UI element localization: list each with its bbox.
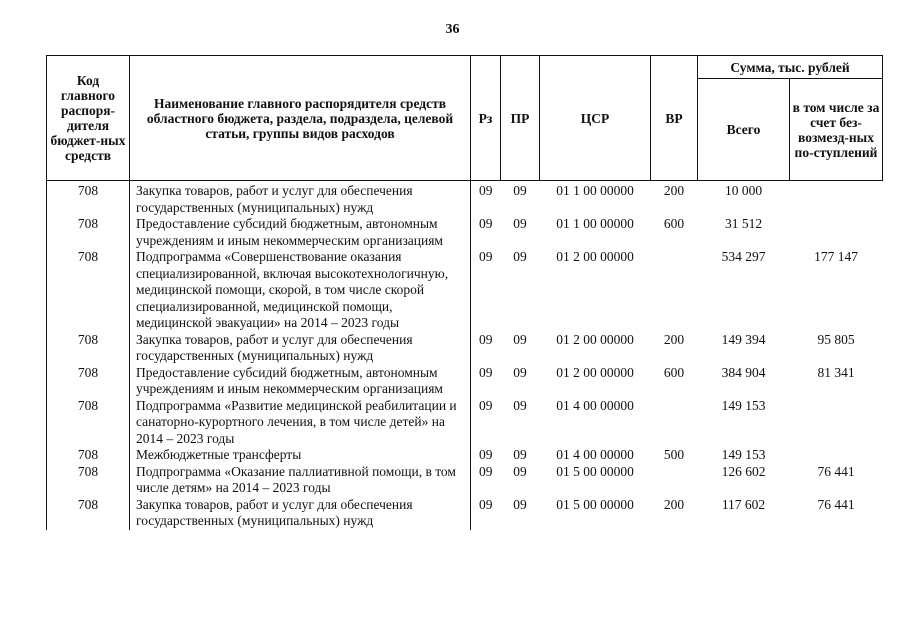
- table-row: [47, 447, 883, 464]
- cell-total: 384 904: [721, 364, 766, 380]
- table-row: [47, 332, 883, 365]
- cell-rz: 09: [479, 331, 493, 347]
- cell-csr: 01 4 00 00000: [556, 447, 634, 462]
- cell-pr: 09: [513, 331, 527, 347]
- cell-csr: 01 1 00 00000: [556, 183, 634, 198]
- cell-pr: 09: [513, 496, 527, 512]
- cell-total: 31 512: [724, 216, 763, 231]
- table-row: [47, 249, 883, 332]
- cell-name: Межбюджетные трансферты: [130, 447, 471, 464]
- cell-total: 149 394: [721, 331, 766, 347]
- cell-vr: 600: [663, 216, 685, 231]
- cell-name: Подпрограмма «Развитие медицинской реабилитации и санаторно-курортного лечения, в том числе детей» на 2014 – 2023 годы: [130, 398, 471, 448]
- cell-pr: 09: [513, 216, 527, 231]
- cell-csr: 01 2 00 00000: [556, 331, 634, 347]
- table-row: [47, 464, 883, 497]
- cell-name: Закупка товаров, работ и услуг для обеспечения государственных (муниципальных) нужд: [130, 497, 471, 530]
- cell-including: 76 441: [817, 496, 855, 512]
- cell-csr: 01 4 00 00000: [556, 397, 634, 413]
- cell-code: 708: [47, 497, 130, 530]
- cell-including: [790, 181, 883, 217]
- cell-name: Подпрограмма «Совершенствование оказания специализированной, включая высокотехнологичную, медицинской помощи, скорой, в том числе скорой специализированной, медицинской помощи, медицинской эвакуации» на 2014 – 2023 годы: [130, 249, 471, 332]
- cell-code: 708: [47, 464, 130, 497]
- cell-code: 708: [47, 365, 130, 398]
- header-sum-group: Сумма, тыс. рублей: [698, 56, 883, 79]
- cell-csr: 01 5 00 00000: [556, 496, 634, 512]
- header-code: Код главного распоря-дителя бюджет-ных средств: [47, 56, 130, 181]
- cell-total: 10 000: [724, 183, 763, 198]
- cell-including: [790, 398, 883, 448]
- budget-table: [46, 55, 883, 530]
- cell-pr: 09: [513, 249, 527, 264]
- cell-name: Предоставление субсидий бюджетным, автономным учреждениям и иным некоммерческим организациям: [130, 216, 471, 249]
- table-body: [47, 181, 883, 530]
- cell-pr: 09: [513, 447, 527, 462]
- cell-total: 126 602: [721, 463, 766, 479]
- header-csr: ЦСР: [540, 56, 651, 181]
- cell-vr: 200: [663, 183, 685, 198]
- cell-name: Закупка товаров, работ и услуг для обеспечения государственных (муниципальных) нужд: [130, 181, 471, 217]
- cell-code: 708: [47, 181, 130, 217]
- cell-including: 81 341: [817, 364, 855, 380]
- table-row: [47, 497, 883, 530]
- cell-rz: 09: [479, 249, 493, 264]
- cell-vr: [651, 464, 698, 497]
- cell-code: 708: [47, 398, 130, 448]
- cell-vr: 600: [663, 364, 685, 380]
- cell-pr: 09: [513, 364, 527, 380]
- cell-rz: 09: [479, 397, 493, 413]
- header-total: Всего: [698, 79, 790, 181]
- cell-vr: 200: [663, 496, 685, 512]
- cell-rz: 09: [479, 216, 493, 231]
- cell-csr: 01 1 00 00000: [556, 216, 634, 231]
- cell-rz: 09: [479, 496, 493, 512]
- cell-name: Подпрограмма «Оказание паллиативной помощи, в том числе детям» на 2014 – 2023 годы: [130, 464, 471, 497]
- cell-including: 95 805: [817, 331, 855, 347]
- cell-including: 76 441: [817, 463, 855, 479]
- cell-including: [790, 216, 883, 249]
- cell-code: 708: [47, 216, 130, 249]
- header-rz: Рз: [471, 56, 501, 181]
- cell-rz: 09: [479, 183, 493, 198]
- table-row: [47, 216, 883, 249]
- cell-vr: [651, 249, 698, 332]
- cell-including: 177 147: [814, 249, 858, 264]
- cell-pr: 09: [513, 397, 527, 413]
- cell-vr: 500: [663, 447, 685, 462]
- cell-total: 534 297: [721, 249, 766, 264]
- cell-pr: 09: [513, 463, 527, 479]
- cell-code: 708: [47, 332, 130, 365]
- cell-name: Предоставление субсидий бюджетным, автономным учреждениям и иным некоммерческим организациям: [130, 365, 471, 398]
- cell-vr: 200: [663, 331, 685, 347]
- header-pr: ПР: [501, 56, 540, 181]
- header-name: Наименование главного распорядителя средств областного бюджета, раздела, подраздела, целевой статьи, группы видов расходов: [130, 56, 471, 181]
- cell-rz: 09: [479, 447, 493, 462]
- table-row: [47, 365, 883, 398]
- cell-csr: 01 5 00 00000: [556, 463, 634, 479]
- cell-total: 117 602: [721, 496, 766, 512]
- cell-name: Закупка товаров, работ и услуг для обеспечения государственных (муниципальных) нужд: [130, 332, 471, 365]
- cell-including: [790, 447, 883, 464]
- header-including: в том числе за счет без-возмезд-ных по-ступлений: [790, 79, 883, 181]
- cell-total: 149 153: [721, 447, 766, 462]
- cell-rz: 09: [479, 463, 493, 479]
- cell-csr: 01 2 00 00000: [556, 364, 634, 380]
- cell-vr: [651, 398, 698, 448]
- cell-code: 708: [47, 447, 130, 464]
- cell-total: 149 153: [721, 397, 766, 413]
- table-header: [47, 56, 883, 181]
- cell-csr: 01 2 00 00000: [556, 249, 634, 264]
- table-row: [47, 398, 883, 448]
- table-row: [47, 181, 883, 217]
- header-vr: ВР: [651, 56, 698, 181]
- cell-pr: 09: [513, 183, 527, 198]
- cell-rz: 09: [479, 364, 493, 380]
- page-number: 36: [445, 22, 460, 37]
- cell-code: 708: [47, 249, 130, 332]
